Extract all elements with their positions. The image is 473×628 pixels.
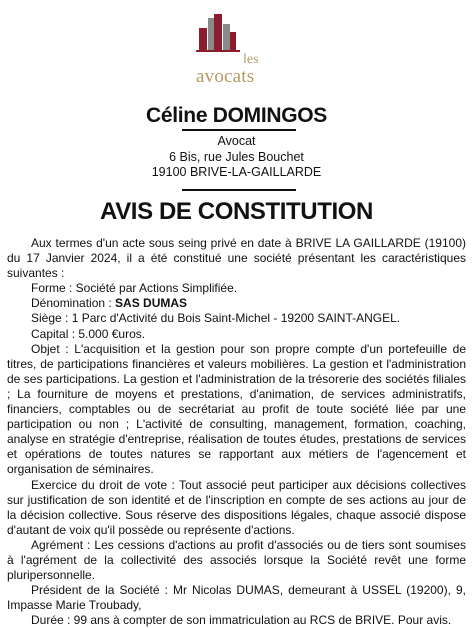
contact-divider — [182, 189, 296, 191]
building-logo-icon — [196, 12, 242, 56]
les-avocats-logo — [0, 10, 473, 90]
logo-word: avocats — [196, 66, 255, 87]
lawyer-city: 19100 BRIVE-LA-GAILLARDE — [151, 165, 322, 179]
lawyer-role: Avocat — [217, 134, 256, 148]
vote-paragraph: Exercice du droit de vote : Tout associé peut participer aux décisions collectives sur justification de son identité et de l'inscription en compte de ses actions au jour de la décision collective. Sous réserve des dispositions légales, chaque associé dispose d'autant de voix qu'il possède ou représente d'actions. — [7, 477, 466, 537]
denomination-label: Dénomination : — [31, 296, 116, 311]
logo-small-text: les — [243, 52, 259, 67]
agrement-paragraph: Agrément : Les cessions d'actions au profit d'associés ou de tiers sont soumises à l'agrément de la collectivité des associés lorsque la Société revêt une forme pluripersonnelle. — [7, 537, 466, 583]
president-paragraph: Président de la Société : Mr Nicolas DUMAS, demeurant à USSEL (19200), 9, Impasse Marie Troubady, — [7, 583, 466, 613]
forme-line: Forme : Société par Actions Simplifiée. — [31, 281, 238, 296]
intro-paragraph: Aux termes d'un acte sous seing privé en date à BRIVE LA GAILLARDE (19100) du 17 Janvier 2024, il a été constitué une société présentant les caractéristiques suivantes : — [7, 236, 466, 281]
notice-title: AVIS DE CONSTITUTION — [100, 198, 373, 225]
duree-line: Durée : 99 ans à compter de son immatriculation au RCS de BRIVE. Pour avis. — [31, 613, 452, 628]
lawyer-street: 6 Bis, rue Jules Bouchet — [169, 149, 304, 164]
lawyer-name: Céline DOMINGOS — [145, 104, 328, 127]
capital-line: Capital : 5.000 €uros. — [31, 326, 146, 341]
name-divider — [182, 129, 296, 131]
objet-paragraph: Objet : L'acquisition et la gestion pour son propre compte d'un portefeuille de titres, de participations financières et valeurs mobilières. La gestion et l'administration de ses participations. La gestion et l'administration de la trésorerie des sociétés filiales ; La fourniture de moyens et prestations, d'animation, de services administratifs, financiers, comptables ou de secrétariat au profit de toute société liée par une participation ou non ; L'activité de consulting, management, formation, coaching, analyse en stratégie d'entreprise, réalisation de toutes études, prestations de services et opérations de toutes natures se rapportant aux métiers de l'agencement et organisation de séminaires. — [7, 341, 466, 477]
siege-line: Siège : 1 Parc d'Activité du Bois Saint-Michel - 19200 SAINT-ANGEL. — [31, 311, 401, 326]
denomination-value: SAS DUMAS — [115, 296, 188, 311]
notice-body — [7, 236, 466, 628]
denomination-line — [7, 296, 466, 311]
lawyer-contact — [0, 134, 473, 181]
